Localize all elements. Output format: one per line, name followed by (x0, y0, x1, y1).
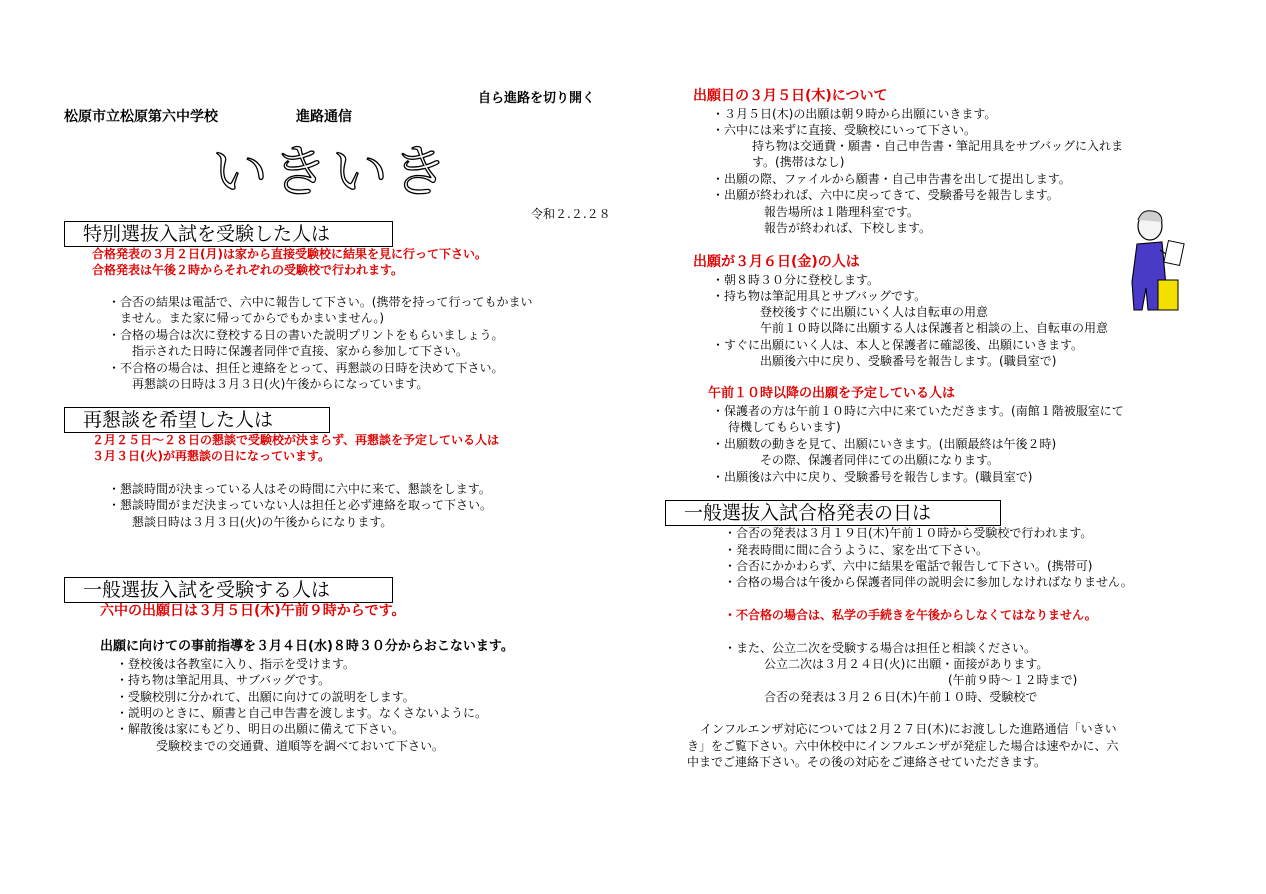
special-line: 再懇談の日時は３月３日(火)午後からになっています。 (132, 377, 429, 391)
special-line: ・不合格の場合は、担任と連絡をとって、再懇談の日時を決めて下さい。 (108, 361, 504, 375)
general-line: ・持ち物は筆記用具、サブバッグです。 (116, 673, 331, 687)
special-red-2: 合格発表は午後２時からそれぞれの受験校で行われます。 (92, 263, 404, 277)
teacher-illustration (1122, 206, 1192, 314)
reinterview-heading: 再懇談を希望した人は (64, 407, 330, 433)
general-line: ・登校後は各教室に入り、指示を受けます。 (116, 657, 356, 671)
newsletter-label: 進路通信 (296, 109, 352, 125)
special-line: ません。また家に帰ってからでもかまいません。) (120, 311, 385, 325)
march5-line: 報告場所は１階理科室です。 (764, 205, 920, 219)
results-line: ・発表時間に間に合うように、家を出て下さい。 (724, 543, 989, 557)
results-line: ・合格の場合は午後から保護者同伴の説明会に参加しなければなりません。 (724, 575, 1133, 589)
results-line: ・合否にかかわらず、六中に結果を電話で報告して下さい。(携帯可) (724, 559, 1093, 573)
reinterview-line: ・懇談時間がまだ決まっていない人は担任と必ず連絡を取って下さい。 (108, 498, 493, 512)
after10-line: ・保護者の方は午前１０時に六中に来ていただきます。(南館１階被服室にて (712, 404, 1124, 418)
general-red: 六中の出願日は３月５日(木)午前９時からです。 (100, 603, 406, 619)
general-line: ・解散後は家にもどり、明日の出願に備えて下さい。 (116, 722, 405, 736)
march5-line: す。(携帯はなし) (752, 155, 845, 169)
special-red-1: 合格発表の３月２日(月)は家から直接受験校に結果を見に行って下さい。 (92, 247, 487, 261)
public2-line: 公立二次は３月２４日(火)に出願・面接があります。 (764, 657, 1049, 671)
public2-line: ・また、公立二次を受験する場合は担任と相談ください。 (724, 641, 1037, 655)
special-line: ・合否の結果は電話で、六中に報告して下さい。(携帯を持って行ってもかまい (108, 295, 533, 309)
reinterview-line: ・懇談時間が決まっている人はその時間に六中に来て、懇談をします。 (108, 482, 491, 496)
march5-line: 報告が終われば、下校します。 (764, 221, 932, 235)
flu-note: 中までご連絡下さい。その後の対応をご連絡させていただきます。 (687, 755, 1047, 769)
special-line: 指示された日時に保護者同伴で直接、家から参加して下さい。 (132, 344, 469, 358)
special-heading: 特別選抜入試を受験した人は (64, 221, 393, 247)
after10-line: ・出願後は六中に戻り、受験番号を報告します。(職員室で) (712, 470, 1033, 484)
results-red: ・不合格の場合は、私学の手続きを午後からしなくてはなりません。 (724, 608, 1097, 622)
march5-line: ・出願の際、ファイルから願書・自己申告書を出して提出します。 (712, 172, 1071, 186)
motto: 自ら進路を切り開く (478, 91, 596, 106)
march6-line: ・すぐに出願にいく人は、本人と保護者に確認後、出願にいきます。 (712, 338, 1084, 352)
march6-line: ・持ち物は筆記用具とサブバッグです。 (712, 289, 927, 303)
march5-heading: 出願日の３月５日(木)について (693, 88, 888, 104)
teacher-paper (1164, 241, 1184, 266)
after10-line: ・出願数の動きを見て、出願にいきます。(出願最終は午後２時) (712, 437, 1057, 451)
general-line: ・受験校別に分かれて、出願に向けての説明をします。 (116, 690, 415, 704)
march6-line: 出願後六中に戻り、受験番号を報告します。(職員室で) (760, 354, 1057, 368)
reinterview-red-2: ３月３日(火)が再懇談の日になっています。 (92, 449, 331, 463)
march5-line: ・３月５日(木)の出願は朝９時から出願にいきます。 (712, 107, 997, 121)
flu-note: き」をご覧下さい。六中休校中にインフルエンザが発症した場合は速やかに、六 (687, 739, 1119, 753)
page-title: いきいき (212, 140, 452, 205)
march6-line: 登校後すぐに出願にいく人は自転車の用意 (760, 305, 989, 319)
general-guidance: 出願に向けての事前指導を３月４日(水)８時３０分からおこないます。 (100, 639, 514, 654)
march6-heading: 出願が３月６日(金)の人は (693, 254, 860, 270)
march5-line: ・出願が終われば、六中に戻ってきて、受験番号を報告します。 (712, 188, 1059, 202)
public2-line: (午前９時～１２時まで) (948, 673, 1078, 687)
reinterview-red-1: ２月２５日～２８日の懇談で受験校が決まらず、再懇談を予定している人は (92, 433, 500, 447)
teacher-bag (1158, 280, 1178, 310)
general-heading: 一般選抜入試を受験する人は (64, 577, 393, 603)
general-line: 受験校までの交通費、道順等を調べておいて下さい。 (156, 739, 445, 753)
after10-line: 待機してもらいます) (728, 420, 841, 434)
after10-line: その際、保護者同伴にての出願になります。 (760, 453, 1000, 467)
general-line: ・説明のときに、願書と自己申告書を渡します。なくさないように。 (116, 706, 488, 720)
flu-note: インフルエンザ対応については２月２７日(木)にお渡しした進路通信「いきい (700, 722, 1117, 736)
public2-line: 合否の発表は３月２６日(木)午前１０時、受験校で (764, 690, 1038, 704)
march6-line: ・朝８時３０分に登校します。 (712, 273, 880, 287)
results-line: ・合否の発表は３月１９日(木)午前１０時から受験校で行われます。 (724, 526, 1093, 540)
school-name: 松原市立松原第六中学校 (64, 109, 218, 125)
issue-date: 令和２.２.２８ (531, 207, 611, 221)
after10-heading: 午前１０時以降の出願を予定している人は (708, 386, 956, 401)
march5-line: 持ち物は交通費・願書・自己申告書・筆記用具をサブバッグに入れま (752, 139, 1124, 153)
march5-line: ・六中には来ずに直接、受験校にいって下さい。 (712, 123, 977, 137)
special-line: ・合格の場合は次に登校する日の書いた説明プリントをもらいましょう。 (108, 328, 504, 342)
march6-line: 午前１０時以降に出願する人は保護者と相談の上、自転車の用意 (760, 321, 1109, 335)
reinterview-line: 懇談日時は３月３日(火)の午後からになります。 (132, 515, 393, 529)
results-heading: 一般選抜入試合格発表の日は (665, 500, 1001, 526)
